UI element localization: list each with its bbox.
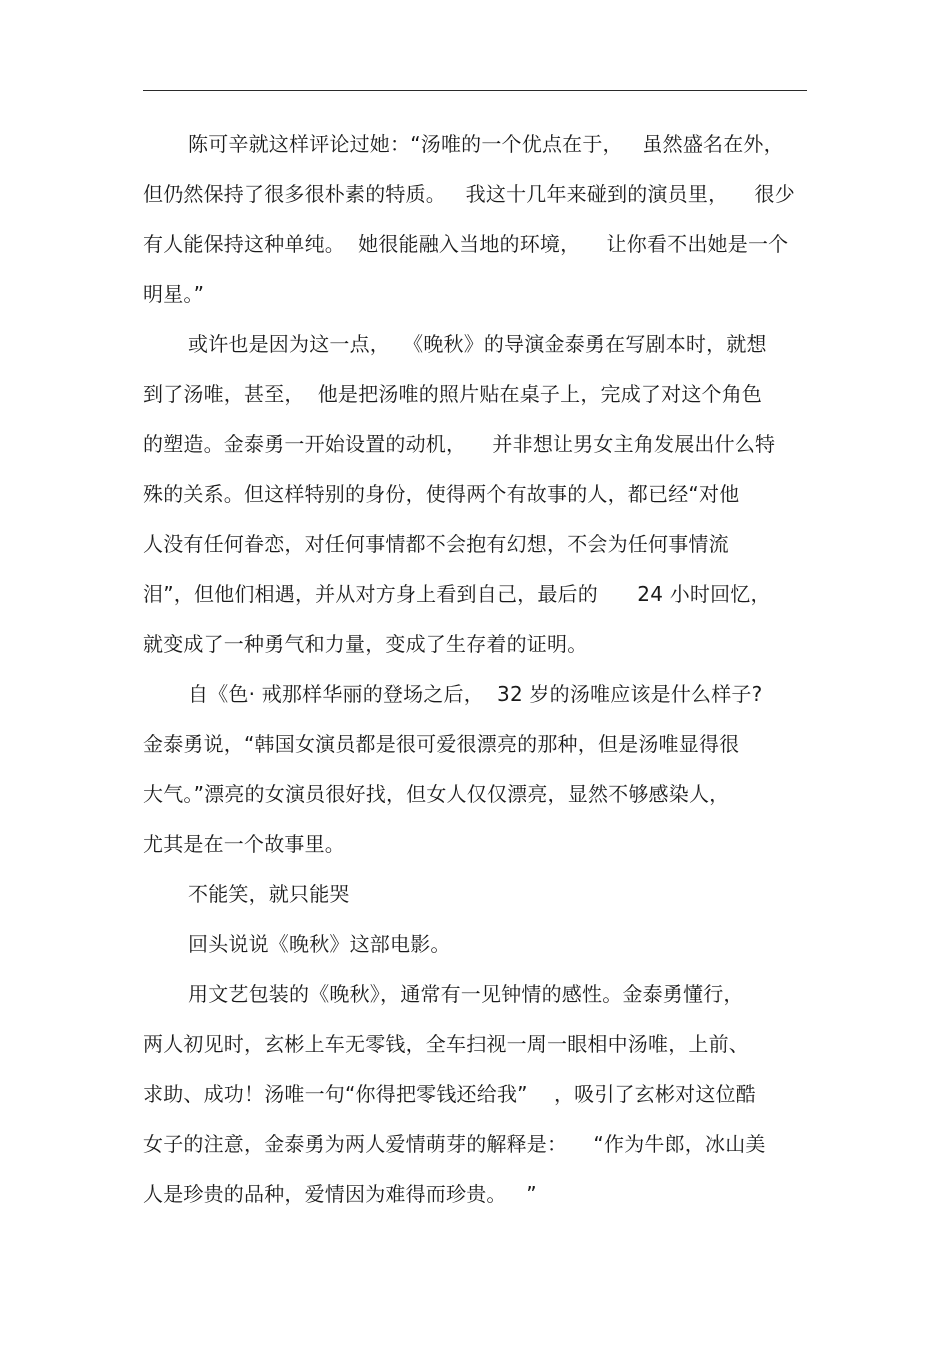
paragraph-2-line-5: 人没有任何眷恋，对任何事情都不会抱有幻想，不会为任何事情流	[143, 532, 729, 556]
paragraph-1-line-2: 但仍然保持了很多很朴素的特质。 我这十几年来碰到的演员里， 很少	[143, 182, 795, 206]
header-rule	[143, 90, 807, 91]
paragraph-3-line-1: 自《色· 戒那样华丽的登场之后， 32 岁的汤唯应该是什么样子?	[188, 682, 763, 706]
paragraph-2-line-6: 泪”，但他们相遇，并从对方身上看到自己，最后的 24 小时回忆，	[143, 582, 771, 606]
paragraph-2-line-2: 到了汤唯，甚至， 他是把汤唯的照片贴在桌子上，完成了对这个角色	[143, 382, 763, 406]
paragraph-1-line-1: 陈可辛就这样评论过她：“汤唯的一个优点在于， 虽然盛名在外，	[188, 132, 784, 156]
paragraph-1-line-4: 明星。”	[143, 282, 205, 306]
paragraph-3-line-4: 尤其是在一个故事里。	[143, 832, 345, 856]
paragraph-6-line-2: 两人初见时，玄彬上车无零钱，全车扫视一周一眼相中汤唯，上前、	[143, 1032, 749, 1056]
paragraph-2-line-4: 殊的关系。但这样特别的身份，使得两个有故事的人，都已经“对他	[143, 482, 740, 506]
paragraph-1-line-3: 有人能保持这种单纯。 她很能融入当地的环境， 让你看不出她是一个	[143, 232, 789, 256]
paragraph-2-line-7: 就变成了一种勇气和力量，变成了生存着的证明。	[143, 632, 588, 656]
paragraph-6-line-4: 女子的注意，金泰勇为两人爱情萌芽的解释是： “作为牛郎，冰山美	[143, 1132, 766, 1156]
paragraph-5-line-1: 回头说说《晚秋》这部电影。	[188, 932, 451, 956]
paragraph-6-line-1: 用文艺包装的《晚秋》，通常有一见钟情的感性。金泰勇懂行，	[188, 982, 744, 1006]
paragraph-2-line-1: 或许也是因为这一点， 《晚秋》的导演金泰勇在写剧本时，就想	[188, 332, 767, 356]
paragraph-6-line-3: 求助、成功！汤唯一句“你得把零钱还给我” ，吸引了玄彬对这位酷	[143, 1082, 756, 1106]
paragraph-2-line-3: 的塑造。金泰勇一开始设置的动机， 并非想让男女主角发展出什么特	[143, 432, 776, 456]
paragraph-3-line-2: 金泰勇说，“韩国女演员都是很可爱很漂亮的那种，但是汤唯显得很	[143, 732, 740, 756]
section-heading: 不能笑，就只能哭	[188, 882, 350, 906]
paragraph-6-line-5: 人是珍贵的品种，爱情因为难得而珍贵。 ”	[143, 1182, 537, 1206]
paragraph-3-line-3: 大气。”漂亮的女演员很好找，但女人仅仅漂亮，显然不够感染人，	[143, 782, 730, 806]
